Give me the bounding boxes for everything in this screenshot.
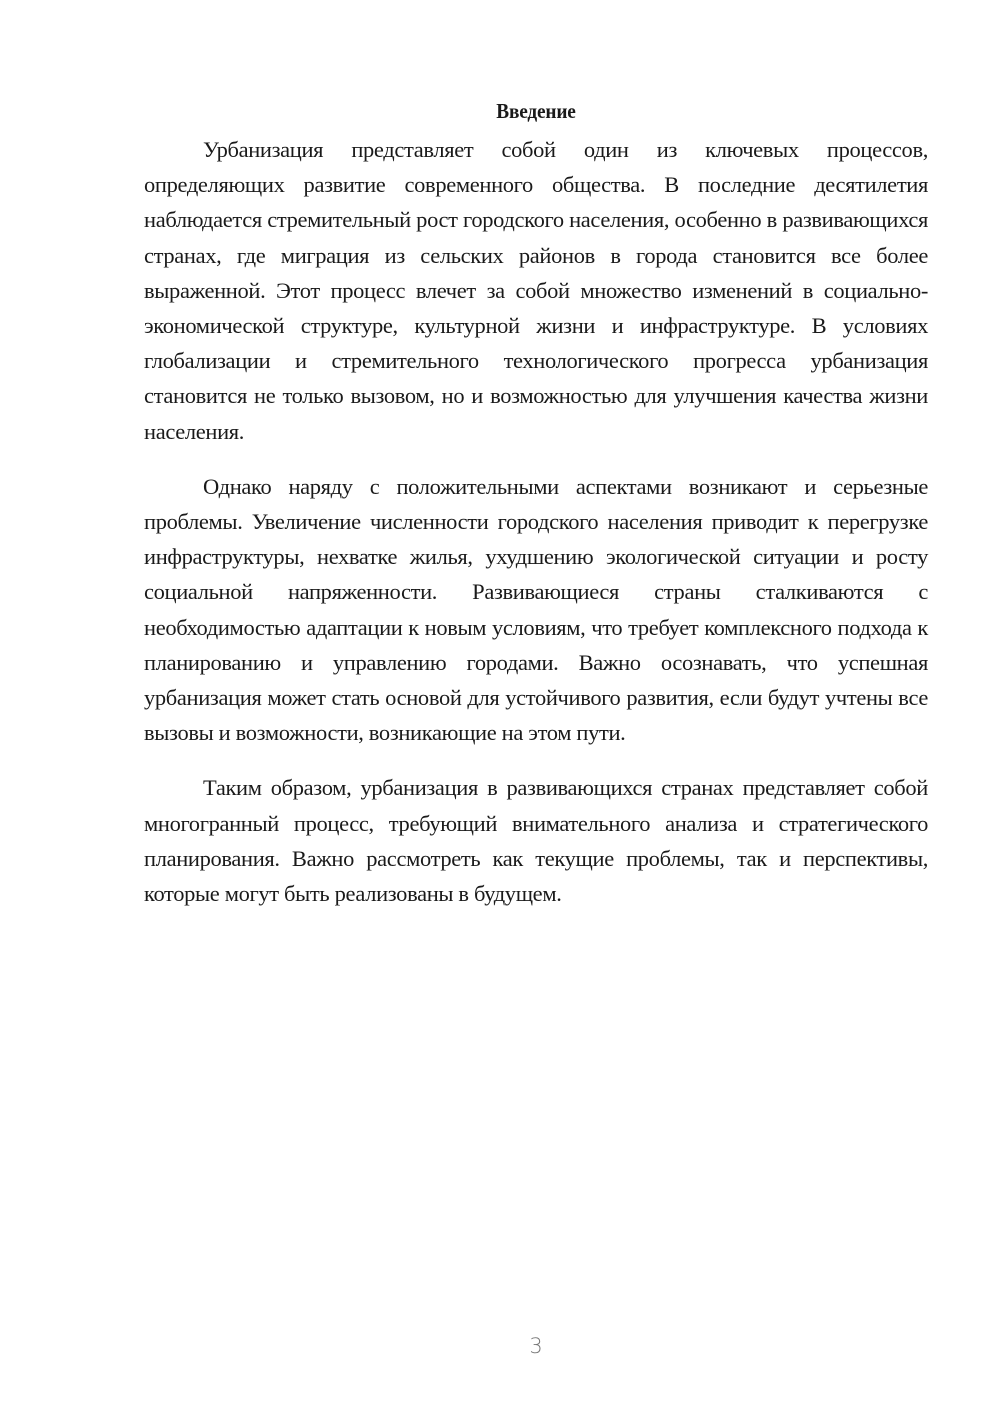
paragraph-1: Урбанизация представляет собой один из ключевых процессов, определяющих развитие современного общества. В последние десятилетия наблюдается стремительный рост городского населения, особенно в развивающихся странах, где миграция из сельских районов в города становится все более выраженной. Этот процесс влечет за собой множество изменений в социально-экономической структуре, культурной жизни и инфраструктуре. В условиях глобализации и стремительного технологического прогресса урбанизация становится не только вызовом, но и возможностью для улучшения качества жизни населения. — [144, 137, 928, 444]
page-number: 3 — [529, 1334, 543, 1358]
page-content — [144, 96, 928, 931]
paragraph-3: Таким образом, урбанизация в развивающихся странах представляет собой многогранный процесс, требующий внимательного анализа и стратегического планирования. Важно рассмотреть как текущие проблемы, так и перспективы, которые могут быть реализованы в будущем. — [144, 775, 928, 907]
section-heading: Введение — [496, 99, 576, 123]
paragraph-2: Однако наряду с положительными аспектами возникают и серьезные проблемы. Увеличение численности городского населения приводит к перегрузке инфраструктуры, нехватке жилья, ухудшению экологической ситуации и росту социальной напряженности. Развивающиеся страны сталкиваются с необходимостью адаптации к новым условиям, что требует комплексного подхода к планированию и управлению городами. Важно осознавать, что успешная урбанизация может стать основой для устойчивого развития, если будут учтены все вызовы и возможности, возникающие на этом пути. — [144, 473, 928, 746]
